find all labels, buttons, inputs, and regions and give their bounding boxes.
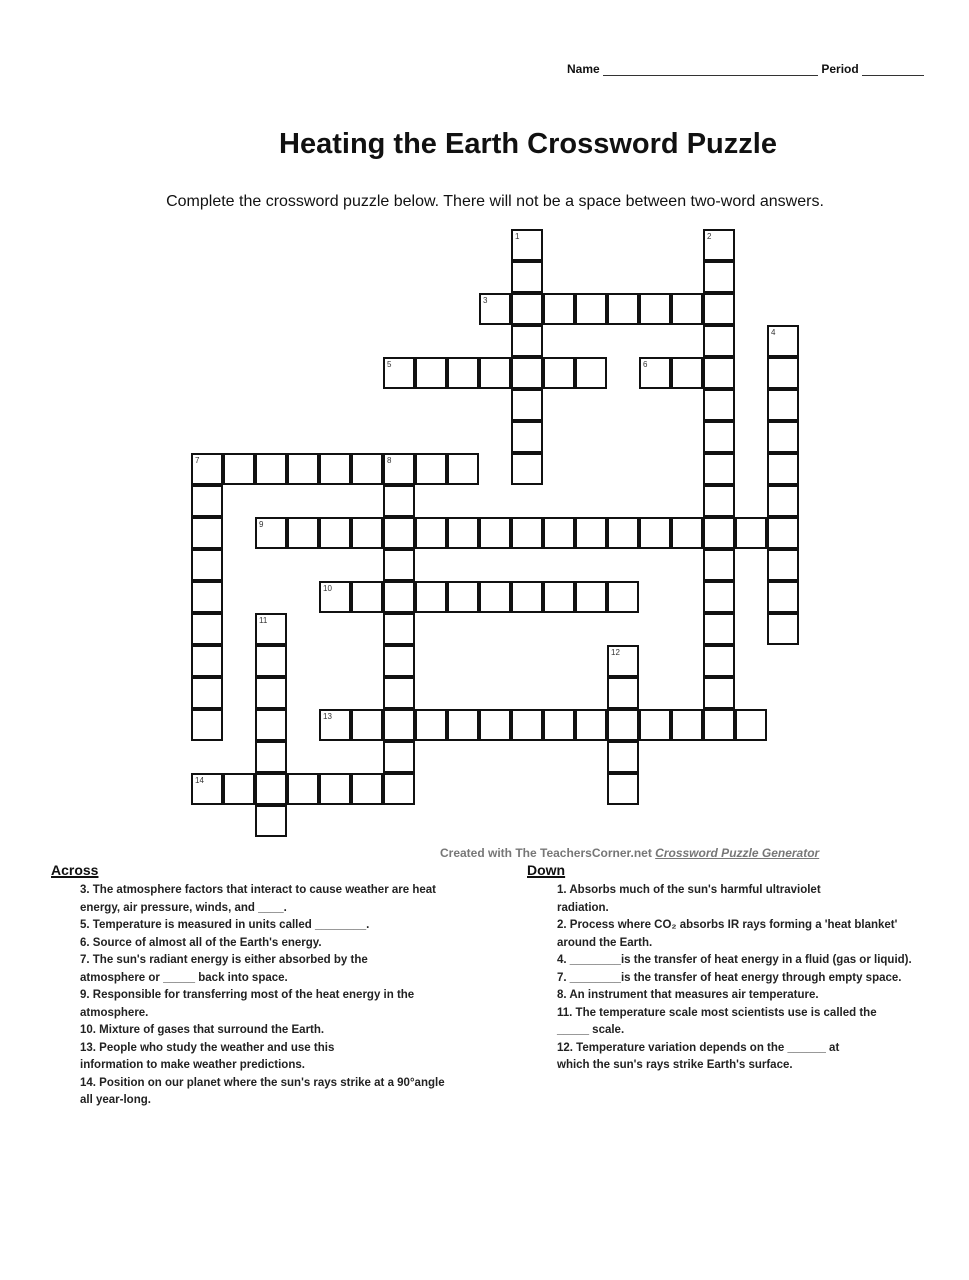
grid-cell[interactable] — [415, 581, 447, 613]
grid-cell[interactable] — [383, 613, 415, 645]
grid-cell[interactable] — [287, 773, 319, 805]
grid-cell[interactable] — [703, 645, 735, 677]
grid-cell[interactable] — [511, 517, 543, 549]
grid-cell[interactable] — [575, 517, 607, 549]
grid-cell[interactable] — [639, 293, 671, 325]
grid-cell[interactable] — [351, 709, 383, 741]
grid-cell[interactable] — [639, 517, 671, 549]
grid-cell[interactable] — [447, 517, 479, 549]
grid-cell[interactable] — [767, 581, 799, 613]
grid-cell[interactable] — [191, 645, 223, 677]
grid-cell[interactable] — [383, 677, 415, 709]
grid-cell[interactable] — [703, 325, 735, 357]
grid-cell[interactable] — [255, 645, 287, 677]
grid-cell[interactable] — [351, 773, 383, 805]
grid-cell[interactable] — [735, 517, 767, 549]
grid-cell[interactable] — [671, 293, 703, 325]
grid-cell[interactable] — [255, 709, 287, 741]
page-title: Heating the Earth Crossword Puzzle — [279, 128, 777, 160]
grid-cell[interactable] — [383, 581, 415, 613]
clue-across-3: 3. The atmosphere factors that interact to cause weather are heat energy, air pressure, winds, and ____. — [80, 884, 436, 914]
grid-cell[interactable] — [671, 517, 703, 549]
grid-cell[interactable] — [639, 357, 671, 389]
grid-cell[interactable] — [607, 581, 639, 613]
clue-number: 3 — [483, 296, 488, 305]
grid-cell[interactable] — [511, 421, 543, 453]
clue-number: 2 — [707, 232, 712, 241]
grid-cell[interactable] — [511, 581, 543, 613]
grid-cell[interactable] — [191, 453, 223, 485]
grid-cell[interactable] — [767, 485, 799, 517]
name-period-row — [567, 62, 924, 76]
clue-across-13: 13. People who study the weather and use this information to make weather predictions. — [80, 1041, 335, 1071]
period-field[interactable] — [862, 63, 924, 76]
grid-cell[interactable] — [351, 517, 383, 549]
grid-cell[interactable] — [767, 549, 799, 581]
grid-cell[interactable] — [511, 453, 543, 485]
grid-cell[interactable] — [575, 581, 607, 613]
grid-cell[interactable] — [703, 613, 735, 645]
clue-across-5: 5. Temperature is measured in units called ________. — [80, 919, 370, 931]
grid-cell[interactable] — [703, 709, 735, 741]
grid-cell[interactable] — [383, 741, 415, 773]
grid-cell[interactable] — [383, 485, 415, 517]
grid-cell[interactable] — [191, 485, 223, 517]
grid-cell[interactable] — [671, 357, 703, 389]
grid-cell[interactable] — [191, 581, 223, 613]
clue-down-8: 8. An instrument that measures air temperature. — [557, 989, 819, 1001]
clue-number: 13 — [323, 712, 332, 721]
grid-cell[interactable] — [287, 517, 319, 549]
grid-cell[interactable] — [543, 357, 575, 389]
grid-cell[interactable] — [255, 741, 287, 773]
grid-cell[interactable] — [447, 581, 479, 613]
grid-cell[interactable] — [255, 453, 287, 485]
grid-cell[interactable] — [767, 453, 799, 485]
grid-cell[interactable] — [511, 325, 543, 357]
grid-cell[interactable] — [703, 581, 735, 613]
clue-number: 6 — [643, 360, 648, 369]
grid-cell[interactable] — [255, 805, 287, 837]
clue-number: 14 — [195, 776, 204, 785]
grid-cell[interactable] — [191, 709, 223, 741]
grid-cell[interactable] — [319, 581, 351, 613]
grid-cell[interactable] — [191, 677, 223, 709]
grid-cell[interactable] — [415, 517, 447, 549]
grid-cell[interactable] — [511, 357, 543, 389]
instructions: Complete the crossword puzzle below. There will not be a space between two-word answers. — [166, 193, 824, 210]
grid-cell[interactable] — [703, 357, 735, 389]
grid-cell[interactable] — [479, 709, 511, 741]
grid-cell[interactable] — [479, 357, 511, 389]
grid-cell[interactable] — [671, 709, 703, 741]
grid-cell[interactable] — [319, 709, 351, 741]
clue-number: 7 — [195, 456, 200, 465]
clue-down-11: 11. The temperature scale most scientists use is called the _____ scale. — [557, 1006, 877, 1036]
clue-down-4: 4. ________is the transfer of heat energy in a fluid (gas or liquid). — [557, 954, 912, 966]
grid-cell[interactable] — [607, 677, 639, 709]
grid-cell[interactable] — [479, 581, 511, 613]
grid-cell[interactable] — [767, 517, 799, 549]
grid-cell[interactable] — [383, 453, 415, 485]
grid-cell[interactable] — [351, 581, 383, 613]
name-label: Name — [567, 62, 600, 76]
clue-number: 9 — [259, 520, 264, 529]
grid-cell[interactable] — [703, 421, 735, 453]
grid-cell[interactable] — [191, 517, 223, 549]
clue-down-7: 7. ________is the transfer of heat energy through empty space. — [557, 971, 902, 984]
grid-cell[interactable] — [447, 709, 479, 741]
grid-cell[interactable] — [351, 453, 383, 485]
grid-cell[interactable] — [383, 357, 415, 389]
grid-cell[interactable] — [287, 453, 319, 485]
grid-cell[interactable] — [447, 357, 479, 389]
grid-cell[interactable] — [575, 709, 607, 741]
period-label: Period — [821, 62, 859, 76]
grid-cell[interactable] — [703, 229, 735, 261]
down-heading: Down — [527, 862, 566, 878]
grid-cell[interactable] — [767, 357, 799, 389]
clue-number: 5 — [387, 360, 392, 369]
grid-cell[interactable] — [255, 517, 287, 549]
clue-number: 11 — [259, 616, 268, 625]
clue-number: 10 — [323, 584, 332, 593]
grid-cell[interactable] — [511, 229, 543, 261]
grid-cell[interactable] — [543, 581, 575, 613]
grid-cell[interactable] — [383, 645, 415, 677]
grid-cell[interactable] — [767, 421, 799, 453]
grid-cell[interactable] — [703, 261, 735, 293]
grid-cell[interactable] — [703, 453, 735, 485]
clue-number: 4 — [771, 328, 776, 337]
grid-cell[interactable] — [607, 709, 639, 741]
grid-cell[interactable] — [703, 485, 735, 517]
grid-cell[interactable] — [191, 549, 223, 581]
grid-cell[interactable] — [319, 453, 351, 485]
clue-across-7: 7. The sun's radiant energy is either absorbed by the atmosphere or _____ back into space. — [80, 954, 368, 984]
grid-cell[interactable] — [607, 773, 639, 805]
generator-link[interactable]: Crossword Puzzle Generator — [655, 846, 820, 860]
grid-cell[interactable] — [415, 453, 447, 485]
grid-cell[interactable] — [415, 357, 447, 389]
grid-cell[interactable] — [255, 773, 287, 805]
grid-cell[interactable] — [607, 645, 639, 677]
clue-down-12: 12. Temperature variation depends on the ______ at which the sun's rays strike Earth's surface. — [557, 1041, 840, 1071]
grid-cell[interactable] — [607, 293, 639, 325]
grid-cell[interactable] — [703, 293, 735, 325]
grid-cell[interactable] — [703, 677, 735, 709]
credit-text: Created with The TeachersCorner.net — [440, 846, 656, 860]
clue-down-2: 2. Process where CO₂ absorbs IR rays forming a 'heat blanket' around the Earth. — [557, 919, 898, 949]
grid-cell[interactable] — [511, 261, 543, 293]
name-field[interactable] — [603, 63, 818, 76]
grid-cell[interactable] — [383, 549, 415, 581]
clue-across-14: 14. Position on our planet where the sun's rays strike at a 90°angle all year-long. — [80, 1076, 445, 1106]
grid-cell[interactable] — [575, 357, 607, 389]
grid-cell[interactable] — [607, 741, 639, 773]
clue-down-1: 1. Absorbs much of the sun's harmful ultraviolet radiation. — [557, 884, 821, 914]
grid-cell[interactable] — [607, 517, 639, 549]
across-heading: Across — [51, 862, 99, 878]
grid-cell[interactable] — [575, 293, 607, 325]
grid-cell[interactable] — [703, 549, 735, 581]
grid-cell[interactable] — [447, 453, 479, 485]
down-clues — [557, 882, 952, 1075]
grid-cell[interactable] — [703, 517, 735, 549]
clue-across-10: 10. Mixture of gases that surround the Earth. — [80, 1024, 325, 1036]
grid-cell[interactable] — [543, 517, 575, 549]
grid-cell[interactable] — [543, 293, 575, 325]
grid-cell[interactable] — [767, 613, 799, 645]
grid-cell[interactable] — [191, 773, 223, 805]
grid-cell[interactable] — [511, 389, 543, 421]
grid-cell[interactable] — [479, 293, 511, 325]
grid-cell[interactable] — [383, 709, 415, 741]
grid-cell[interactable] — [319, 517, 351, 549]
grid-cell[interactable] — [255, 677, 287, 709]
credit-line — [440, 846, 819, 860]
grid-cell[interactable] — [703, 389, 735, 421]
grid-cell[interactable] — [319, 773, 351, 805]
grid-cell[interactable] — [223, 773, 255, 805]
clue-number: 1 — [515, 232, 520, 241]
grid-cell[interactable] — [543, 709, 575, 741]
grid-cell[interactable] — [735, 709, 767, 741]
clue-across-6: 6. Source of almost all of the Earth's energy. — [80, 936, 322, 949]
grid-cell[interactable] — [767, 325, 799, 357]
across-clues — [80, 882, 470, 1110]
grid-cell[interactable] — [415, 709, 447, 741]
grid-cell[interactable] — [511, 709, 543, 741]
grid-cell[interactable] — [767, 389, 799, 421]
grid-cell[interactable] — [223, 453, 255, 485]
clue-number: 12 — [611, 648, 620, 657]
grid-cell[interactable] — [639, 709, 671, 741]
grid-cell[interactable] — [383, 517, 415, 549]
clue-across-9: 9. Responsible for transferring most of the heat energy in the atmosphere. — [80, 989, 415, 1019]
grid-cell[interactable] — [479, 517, 511, 549]
grid-cell[interactable] — [383, 773, 415, 805]
clue-number: 8 — [387, 456, 392, 465]
grid-cell[interactable] — [511, 293, 543, 325]
grid-cell[interactable] — [191, 613, 223, 645]
grid-cell[interactable] — [255, 613, 287, 645]
